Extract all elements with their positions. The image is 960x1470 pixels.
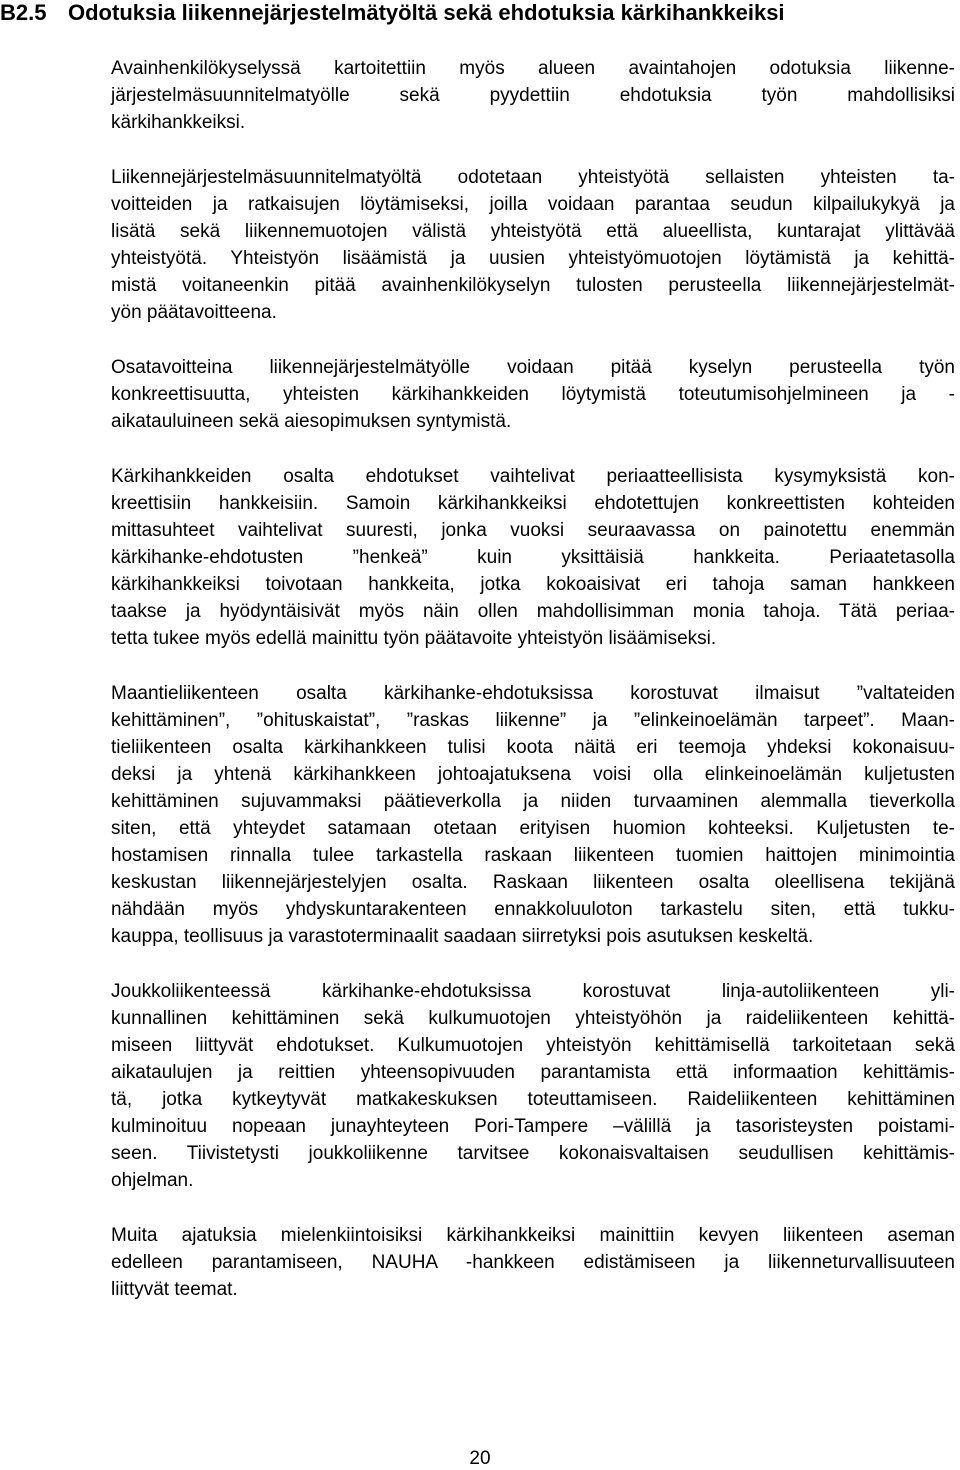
document-body (111, 55, 955, 1331)
paragraph (111, 354, 955, 435)
text-line: lisätä sekä liikennemuotojen välistä yhteistyötä että alueellista, kuntarajat ylittävää (111, 221, 955, 242)
text-line: Avainhenkilökyselyssä kartoitettiin myös alueen avaintahojen odotuksia liikenne- (111, 58, 955, 79)
text-line: aikatauluineen sekä aiesopimuksen syntymistä. (111, 411, 512, 432)
section-heading (0, 0, 960, 26)
text-line: liittyvät teemat. (111, 1279, 238, 1300)
text-line: tetta tukee myös edellä mainittu työn päätavoite yhteistyön lisäämiseksi. (111, 628, 717, 649)
text-line: kärkihanke-ehdotusten ”henkeä” kuin yksittäisiä hankkeita. Periaatetasolla (111, 547, 955, 568)
text-line: mistä voitaneenkin pitää avainhenkilökyselyn tulosten perusteella liikennejärjestelmät- (111, 275, 955, 296)
text-line: Liikennejärjestelmäsuunnitelmatyöltä odotetaan yhteistyötä sellaisten yhteisten ta- (111, 167, 955, 188)
paragraph (111, 463, 955, 652)
text-line: edelleen parantamiseen, NAUHA -hankkeen edistämiseen ja liikenneturvallisuuteen (111, 1252, 955, 1273)
text-line: Kärkihankkeiden osalta ehdotukset vaihtelivat periaatteellisista kysymyksistä kon- (111, 466, 955, 487)
text-line: hostamisen rinnalla tulee tarkastella raskaan liikenteen tuomien haittojen minimointia (111, 845, 955, 866)
section-title: Odotuksia liikennejärjestelmätyöltä sekä ehdotuksia kärkihankkeiksi (68, 0, 785, 25)
text-line: kehittäminen sujuvammaksi päätieverkolla ja niiden turvaaminen alemmalla tieverkolla (111, 791, 955, 812)
text-line: ohjelman. (111, 1170, 194, 1191)
text-line: aikataulujen ja reittien yhteensopivuuden parantamista että informaation kehittämis- (111, 1062, 955, 1083)
text-line: Maantieliikenteen osalta kärkihanke-ehdotuksissa korostuvat ilmaisut ”valtateiden (111, 683, 955, 704)
text-line: kauppa, teollisuus ja varastoterminaalit saadaan siirretyksi pois asutuksen keskeltä. (111, 926, 814, 947)
text-line: kehittäminen”, ”ohituskaistat”, ”raskas liikenne” ja ”elinkeinoelämän tarpeet”. Maan- (111, 710, 955, 731)
text-line: Muita ajatuksia mielenkiintoisiksi kärkihankkeiksi mainittiin kevyen liikenteen aseman (111, 1225, 955, 1246)
paragraph (111, 680, 955, 950)
text-line: yön päätavoitteena. (111, 302, 277, 323)
text-line: deksi ja yhtenä kärkihankkeen johtoajatuksena voisi olla elinkeinoelämän kuljetusten (111, 764, 955, 785)
text-line: kärkihankkeiksi. (111, 112, 246, 133)
text-line: tieliikenteen osalta kärkihankkeen tulisi koota näitä eri teemoja yhdeksi kokonaisuu- (111, 737, 955, 758)
text-line: nähdään myös yhdyskuntarakenteen ennakkoluuloton tarkastelu siten, että tukku- (111, 899, 955, 920)
section-number: B2.5 (0, 0, 47, 25)
text-line: keskustan liikennejärjestelyjen osalta. Raskaan liikenteen osalta oleellisena tekijänä (111, 872, 955, 893)
text-line: siten, että yhteydet satamaan otetaan erityisen huomion kohteeksi. Kuljetusten te- (111, 818, 955, 839)
text-line: taakse ja hyödyntäisivät myös näin ollen mahdollisimman monia tahoja. Tätä periaa- (111, 601, 955, 622)
text-line: järjestelmäsuunnitelmatyölle sekä pyydettiin ehdotuksia työn mahdollisiksi (111, 85, 955, 106)
text-line: kulminoituu nopeaan junayhteyteen Pori-Tampere –välillä ja tasoristeysten poistami- (111, 1116, 955, 1137)
paragraph (111, 55, 955, 136)
text-line: seen. Tiivistetysti joukkoliikenne tarvitsee kokonaisvaltaisen seudullisen kehittämis- (111, 1143, 955, 1164)
text-line: voitteiden ja ratkaisujen löytämiseksi, joilla voidaan parantaa seudun kilpailukykyä ja (111, 194, 955, 215)
text-line: tä, jotka kytkeytyvät matkakeskuksen toteuttamiseen. Raideliikenteen kehittäminen (111, 1089, 955, 1110)
paragraph (111, 1222, 955, 1303)
paragraph (111, 164, 955, 326)
text-line: yhteistyötä. Yhteistyön lisäämistä ja uusien yhteistyömuotojen löytämistä ja kehittä- (111, 248, 955, 269)
paragraph (111, 978, 955, 1194)
text-line: kunnallinen kehittäminen sekä kulkumuotojen yhteistyöhön ja raideliikenteen kehittä- (111, 1008, 955, 1029)
text-line: Joukkoliikenteessä kärkihanke-ehdotuksissa korostuvat linja-autoliikenteen yli- (111, 981, 955, 1002)
text-line: Osatavoitteina liikennejärjestelmätyölle voidaan pitää kyselyn perusteella työn (111, 357, 955, 378)
text-line: kärkihankkeiksi toivotaan hankkeita, jotka kokoaisivat eri tahoja saman hankkeen (111, 574, 955, 595)
text-line: konkreettisuutta, yhteisten kärkihankkeiden löytymistä toteutumisohjelmineen ja - (111, 384, 955, 405)
text-line: kreettisiin hankkeisiin. Samoin kärkihankkeiksi ehdotettujen konkreettisten kohteiden (111, 493, 955, 514)
text-line: mittasuhteet vaihtelivat suuresti, jonka vuoksi seuraavassa on painotettu enemmän (111, 520, 955, 541)
page-number: 20 (469, 1448, 491, 1469)
text-line: miseen liittyvät ehdotukset. Kulkumuotojen yhteistyön kehittämisellä tarkoitetaan sekä (111, 1035, 955, 1056)
